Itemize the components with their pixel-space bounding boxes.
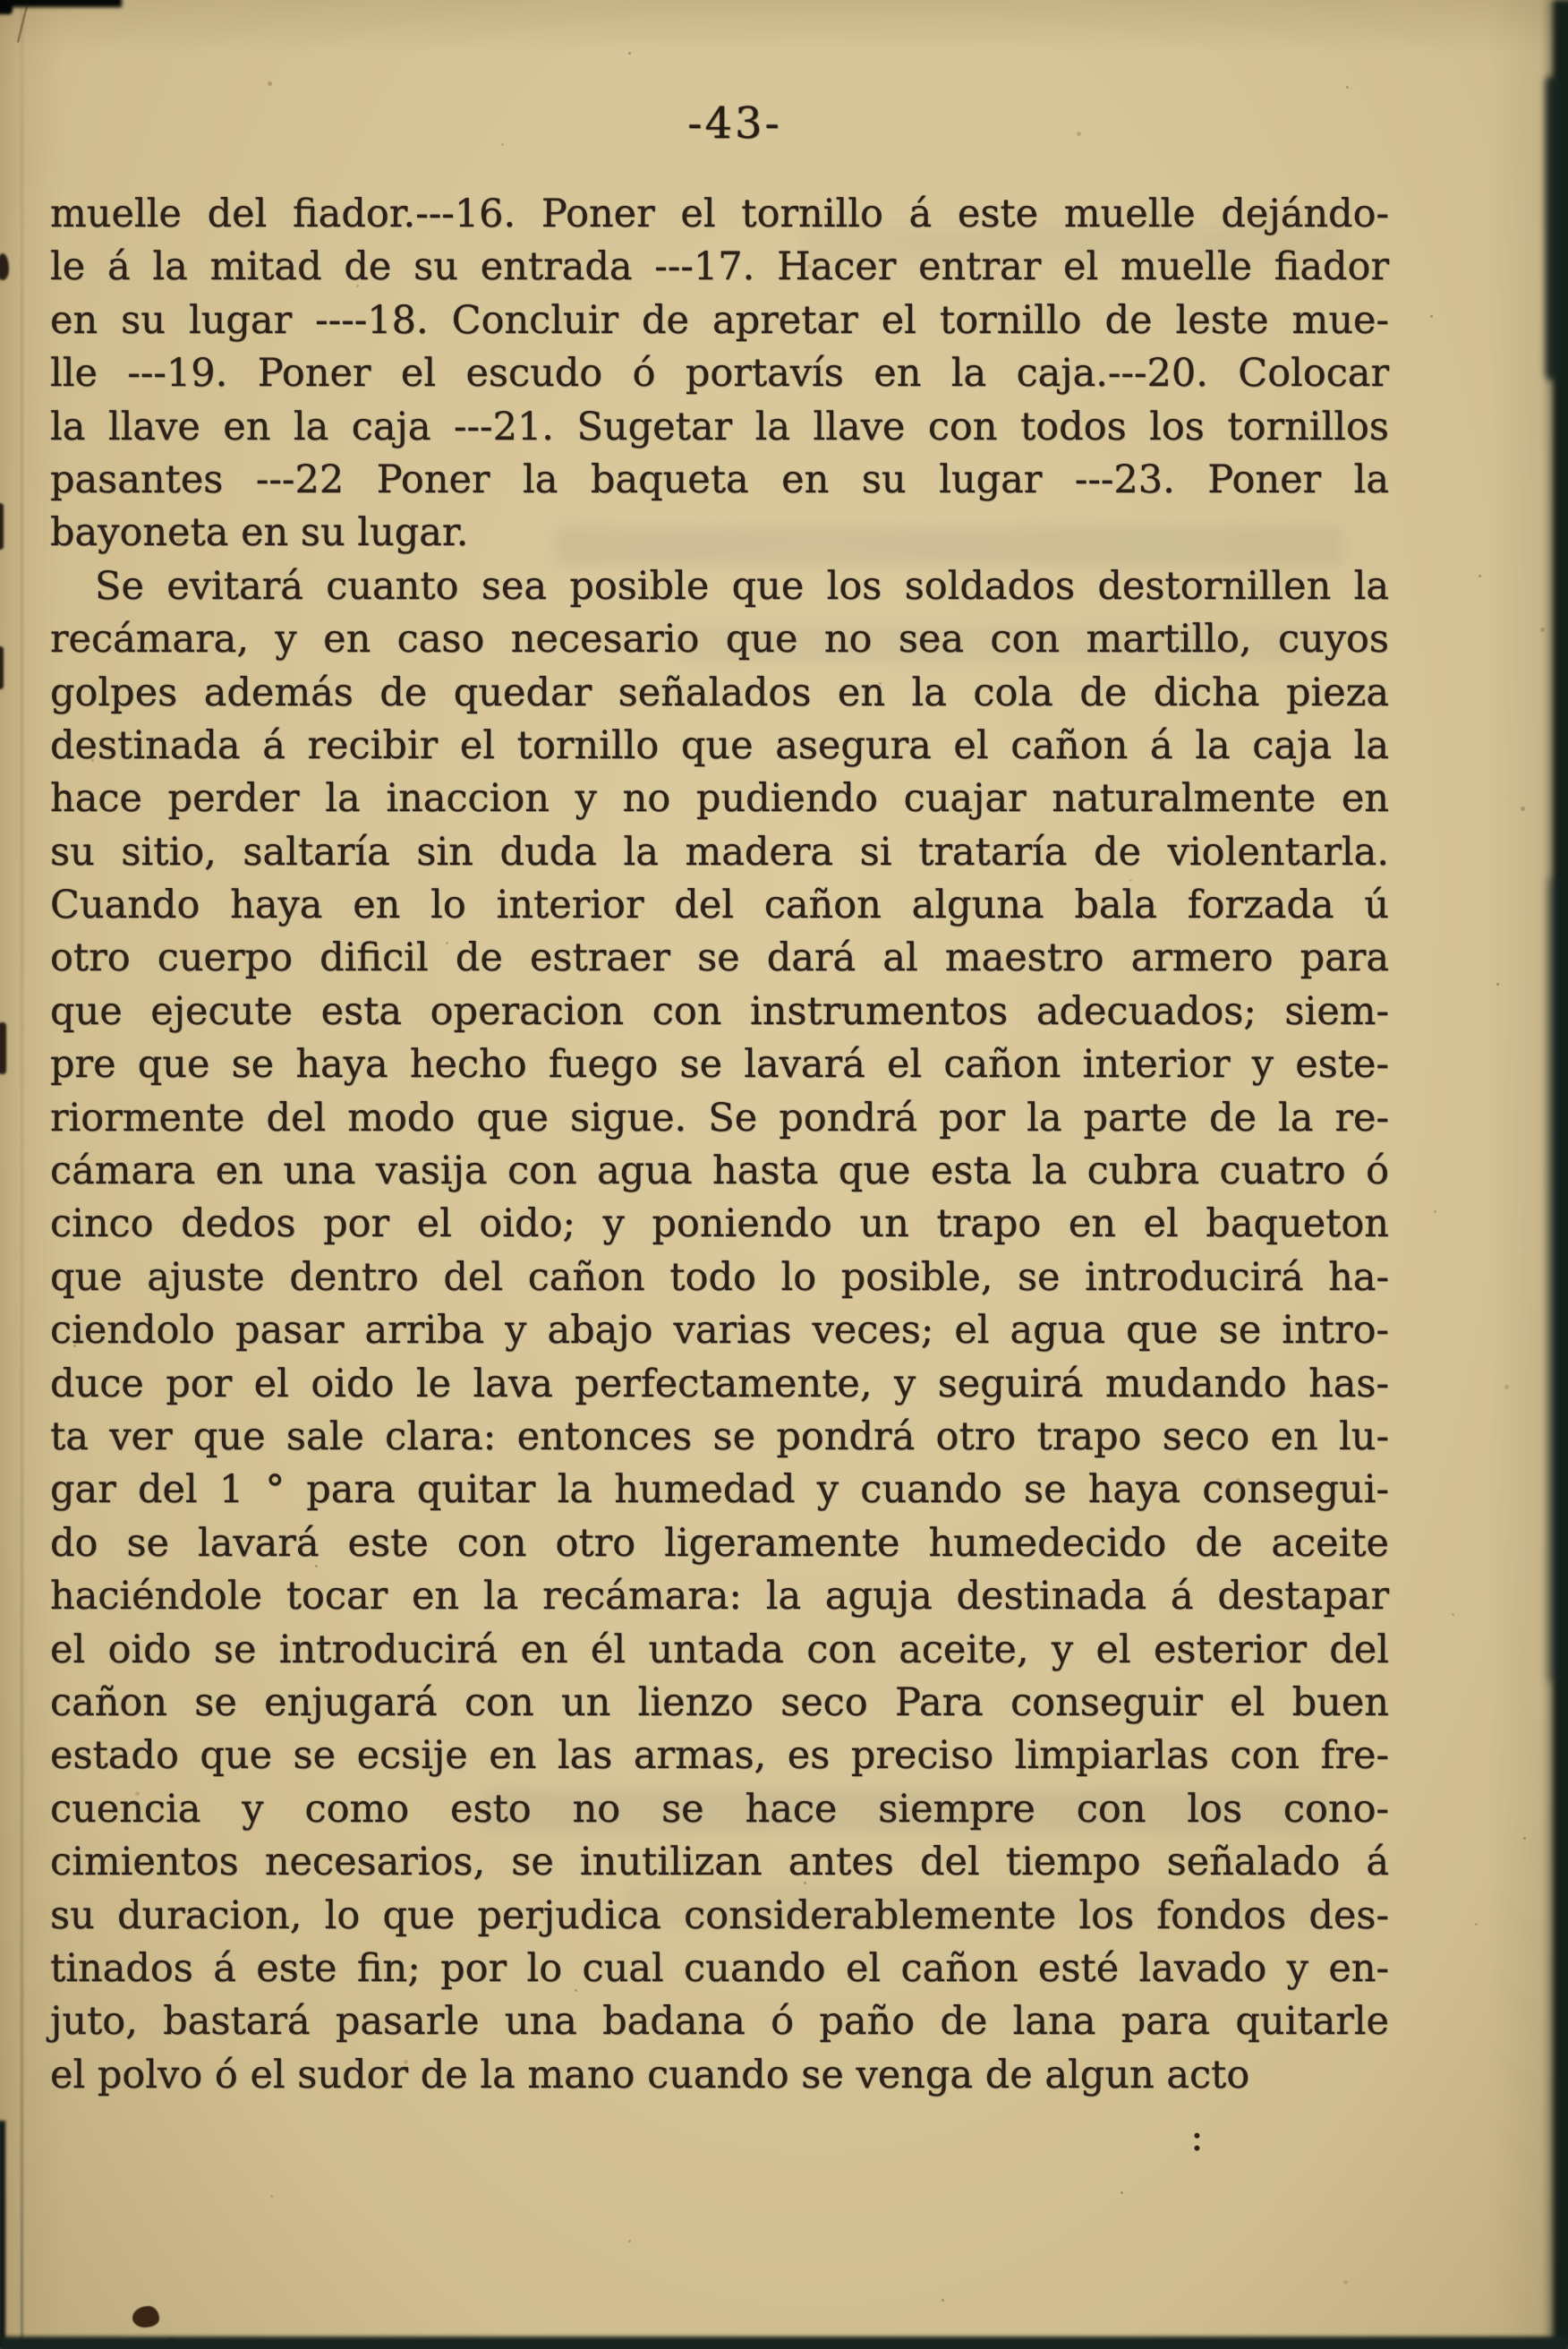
margin-ink-mark — [0, 253, 9, 280]
margin-ink-mark — [0, 646, 4, 689]
text-line: juto, bastará pasarle una badana ó paño de lana para quitarle — [50, 1999, 1389, 2045]
text-line: cimientos necesarios, se inutilizan antes del tiempo señalado á — [50, 1840, 1389, 1885]
text-line: golpes además de quedar señalados en la cola de dicha pieza — [50, 670, 1389, 715]
text-line: otro cuerpo dificil de estraer se dará al maestro armero para — [50, 935, 1389, 981]
text-line: ta ver que sale clara: entonces se pondrá otro trapo seco en lu- — [50, 1414, 1389, 1459]
text-line: cañon se enjugará con un lienzo seco Para conseguir el buen — [50, 1679, 1389, 1725]
ink-blot — [132, 2306, 159, 2328]
text-line: hace perder la inaccion y no pudiendo cuajar naturalmente en — [50, 776, 1389, 822]
text-line: duce por el oido le lava perfectamente, y seguirá mudando has- — [50, 1361, 1389, 1406]
text-line: el polvo ó el sudor de la mano cuando se venga de algun acto — [50, 2052, 1250, 2097]
text-line: pre que se haya hecho fuego se lavará el cañon interior y este- — [50, 1042, 1389, 1088]
text-line: recámara, y en caso necesario que no sea con martillo, cuyos — [50, 617, 1389, 662]
text-line: bayoneta en su lugar. — [50, 510, 469, 556]
margin-ink-mark — [0, 503, 4, 550]
text-line: que ajuste dentro del cañon todo lo posible, se introducirá ha- — [50, 1254, 1389, 1300]
text-line: cuencia y como esto no se hace siempre con los cono- — [50, 1786, 1389, 1832]
text-line: estado que se ecsije en las armas, es preciso limpiarlas con fre- — [50, 1733, 1389, 1779]
margin-ink-mark — [0, 1022, 6, 1074]
text-line: destinada á recibir el tornillo que asegura el cañon á la caja la — [50, 722, 1389, 768]
text-line: pasantes ---22 Poner la baqueta en su lugar ---23. Poner la — [50, 457, 1389, 502]
text-line: lle ---19. Poner el escudo ó portavís en la caja.---20. Colocar — [50, 351, 1389, 397]
page-number: -43- — [687, 98, 782, 149]
text-line: le á la mitad de su entrada ---17. Hacer entrar el muelle fiador — [50, 244, 1389, 290]
text-block — [50, 188, 1389, 2102]
text-line: cámara en una vasija con agua hasta que esta la cubra cuatro ó — [50, 1149, 1389, 1194]
text-line: muelle del fiador.---16. Poner el tornillo á este muelle dejándo- — [50, 192, 1389, 236]
text-line: cinco dedos por el oido; y poniendo un trapo en el baqueton — [50, 1201, 1389, 1247]
text-line: el oido se introducirá en él untada con aceite, y el esterior del — [50, 1627, 1389, 1672]
text-line: riormente del modo que sigue. Se pondrá por la parte de la re- — [50, 1095, 1389, 1140]
stray-colon-mark: : — [1190, 2114, 1204, 2160]
corner-scan-mark — [0, 0, 13, 14]
text-line: ciendolo pasar arriba y abajo varias veces; el agua que se intro- — [50, 1308, 1389, 1354]
top-scan-edge — [0, 0, 122, 7]
page-crease — [21, 0, 23, 2349]
text-line: do se lavará este con otro ligeramente humedecido de aceite — [50, 1520, 1389, 1566]
bottom-scan-edge — [0, 2336, 1568, 2349]
text-line: tinados á este fin; por lo cual cuando el cañon esté lavado y en- — [50, 1945, 1389, 1991]
left-scan-edge — [0, 2121, 5, 2349]
text-line: Se evitará cuanto sea posible que los soldados destornillen la — [95, 563, 1389, 609]
text-line: que ejecute esta operacion con instrumentos adecuados; siem- — [50, 988, 1389, 1034]
text-line: en su lugar ----18. Concluir de apretar el tornillo de leste mue- — [50, 297, 1389, 343]
text-line: la llave en la caja ---21. Sugetar la llave con todos los tornillos — [50, 404, 1389, 449]
text-line: gar del 1 ° para quitar la humedad y cuando se haya consegui- — [50, 1467, 1389, 1513]
text-line: su sitio, saltaría sin duda la madera si trataría de violentarla. — [50, 829, 1389, 875]
right-torn-edge — [1554, 0, 1568, 2349]
text-line: Cuando haya en lo interior del cañon alguna bala forzada ú — [50, 883, 1389, 928]
text-line: haciéndole tocar en la recámara: la aguja destinada á destapar — [50, 1574, 1389, 1619]
text-line: su duracion, lo que perjudica considerablemente los fondos des- — [50, 1892, 1389, 1938]
